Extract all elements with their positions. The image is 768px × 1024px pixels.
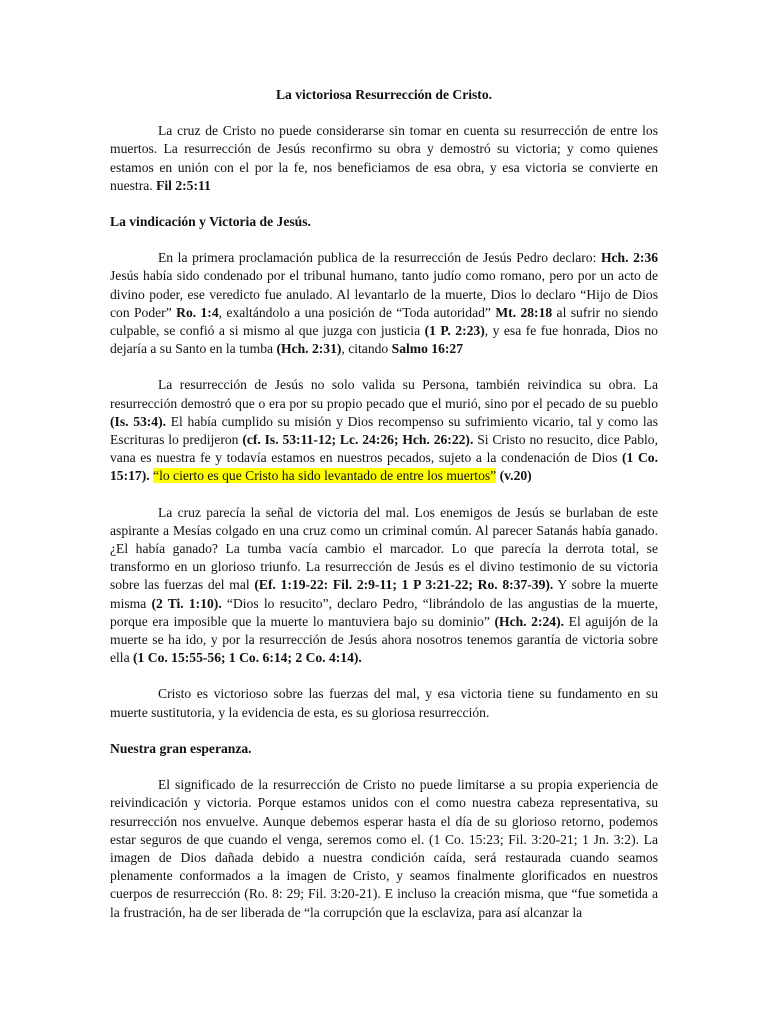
scripture-ref: Hch. 2:36 bbox=[600, 250, 658, 266]
scripture-ref: Ro. 1:4 bbox=[176, 304, 219, 320]
paragraph-proclamacion bbox=[110, 249, 658, 358]
highlighted-quote: “lo cierto es que Cristo ha sido levantado de entre los muertos” bbox=[153, 468, 497, 484]
scripture-ref: (2 Ti. 1:10). bbox=[151, 595, 222, 611]
scripture-ref: (Is. 53:4). bbox=[110, 413, 167, 429]
body-text: Si Cristo no resucito, dice Pablo, vana es nuestra fe y todavía estamos en nuestros pecados, sujeto a la condenación de Dios bbox=[110, 432, 658, 466]
section-heading-esperanza: Nuestra gran esperanza. bbox=[110, 740, 252, 756]
body-text: “Dios lo resucito”, declaro Pedro, “librándolo de las angustias de la muerte, porque era imposible que la muerte lo mantuviera bajo su dominio” bbox=[110, 595, 659, 629]
scripture-ref: (1 P. 2:23) bbox=[424, 323, 485, 339]
body-text: El aguijón de la muerte se ha ido, y por la resurrección de Jesús ahora nosotros tenemos garantía de victoria sobre ella bbox=[110, 613, 658, 666]
scripture-ref: (cf. Is. 53:11-12; Lc. 24:26; Hch. 26:22). bbox=[242, 432, 474, 448]
paragraph-victoria-del-mal bbox=[110, 504, 658, 668]
body-text: al sufrir no siendo culpable, se confió a si mismo al que juzga con justicia bbox=[110, 304, 658, 339]
intro-paragraph bbox=[110, 122, 658, 195]
paragraph-significado: El significado de la resurrección de Cristo no puede limitarse a su propia experiencia de reivindicación y victoria. Porque estamos unidos con el como nuestra cabeza representativa, su resurrección nos envuelve. Aunque debemos esperar hasta el día de su glorioso retorno, podemos estar seguros de que cuando el venga, seremos como el. (1 Co. 15:23; Fil. 3:20-21; 1 Jn. 3:2). La imagen de Dios dañada debido a nuestra condición caída, será restaurada cuando seamos plenamente conformados a la imagen de Cristo, y seamos finalmente glorificados en nuestros cuerpos de resurrección (Ro. 8: 29; Fil. 3:20-21). E incluso la creación misma, que “fue sometida a la frustración, ha de ser liberada de “la corrupción que la esclaviza, para así alcanzar la bbox=[110, 777, 658, 920]
scripture-ref: (Hch. 2:31) bbox=[276, 341, 342, 357]
body-text: , y esa fe fue honrada, Dios no dejaría a su Santo en la tumba bbox=[110, 323, 658, 357]
section-heading-vindicacion: La vindicación y Victoria de Jesús. bbox=[110, 214, 311, 230]
body-text: , citando bbox=[341, 341, 392, 357]
body-text: En la primera proclamación publica de la resurrección de Jesús Pedro declaro: bbox=[158, 250, 601, 266]
scripture-ref: Salmo 16:27 bbox=[391, 341, 464, 357]
body-text: La resurrección de Jesús no solo valida su Persona, también reivindica su obra. La resurrección demostró que o era por su propio pecado que el murió, sino por el pecado de su pueblo bbox=[110, 377, 658, 411]
scripture-ref: (1 Co. 15:55-56; 1 Co. 6:14; 2 Co. 4:14). bbox=[133, 650, 362, 666]
body-text: Jesús había sido condenado por el tribunal humano, tanto judío como romano, pero por un acto de divino poder, ese veredicto fue anulado. Al levantarlo de la muerte, Dios lo declaro “Hijo de Dios con Poder” bbox=[110, 268, 658, 320]
body-text: La cruz parecía la señal de victoria del mal. Los enemigos de Jesús se burlaban de este aspirante a Mesías colgado en una cruz como un criminal común. Al parecer Satanás había ganado. ¿El había ganado? La tumba vacía cambio el marcador. Lo que parecía la derrota total, se transformo en un glorioso triunfo. La resurrección de Jesús es el divino testimonio de su victoria sobre las fuerzas del mal bbox=[110, 504, 658, 593]
paragraph-reivindica-obra bbox=[110, 376, 658, 485]
scripture-ref: (Hch. 2:24). bbox=[494, 613, 565, 629]
body-text: El había cumplido su misión y Dios recompenso su sufrimiento vicario, tal y como las Escrituras lo predijeron bbox=[110, 413, 659, 448]
intro-text: La cruz de Cristo no puede considerarse sin tomar en cuenta su resurrección de entre los muertos. La resurrección de Jesús reconfirmo su obra y demostró su victoria; y como quienes estamos en unión con el por la fe, nos beneficiamos de esa obra, y esa victoria se convierte en nuestra. bbox=[110, 123, 658, 193]
body-text: , exaltándolo a una posición de “Toda autoridad” bbox=[218, 304, 496, 320]
body-text: Y sobre la muerte misma bbox=[110, 577, 658, 611]
document-title: La victoriosa Resurrección de Cristo. bbox=[275, 87, 493, 102]
paragraph-cristo-victorioso: Cristo es victorioso sobre las fuerzas del mal, y esa victoria tiene su fundamento en su muerte sustitutoria, y la evidencia de esta, es su gloriosa resurrección. bbox=[110, 686, 658, 720]
scripture-ref: (v.20) bbox=[499, 468, 532, 484]
scripture-ref: (1 Co. 15:17). bbox=[110, 450, 658, 484]
scripture-ref: Fil 2:5:11 bbox=[156, 177, 211, 193]
scripture-ref: (Ef. 1:19-22: Fil. 2:9-11; 1 P 3:21-22; Ro. 8:37-39). bbox=[254, 577, 554, 593]
scripture-ref: Mt. 28:18 bbox=[495, 304, 553, 320]
